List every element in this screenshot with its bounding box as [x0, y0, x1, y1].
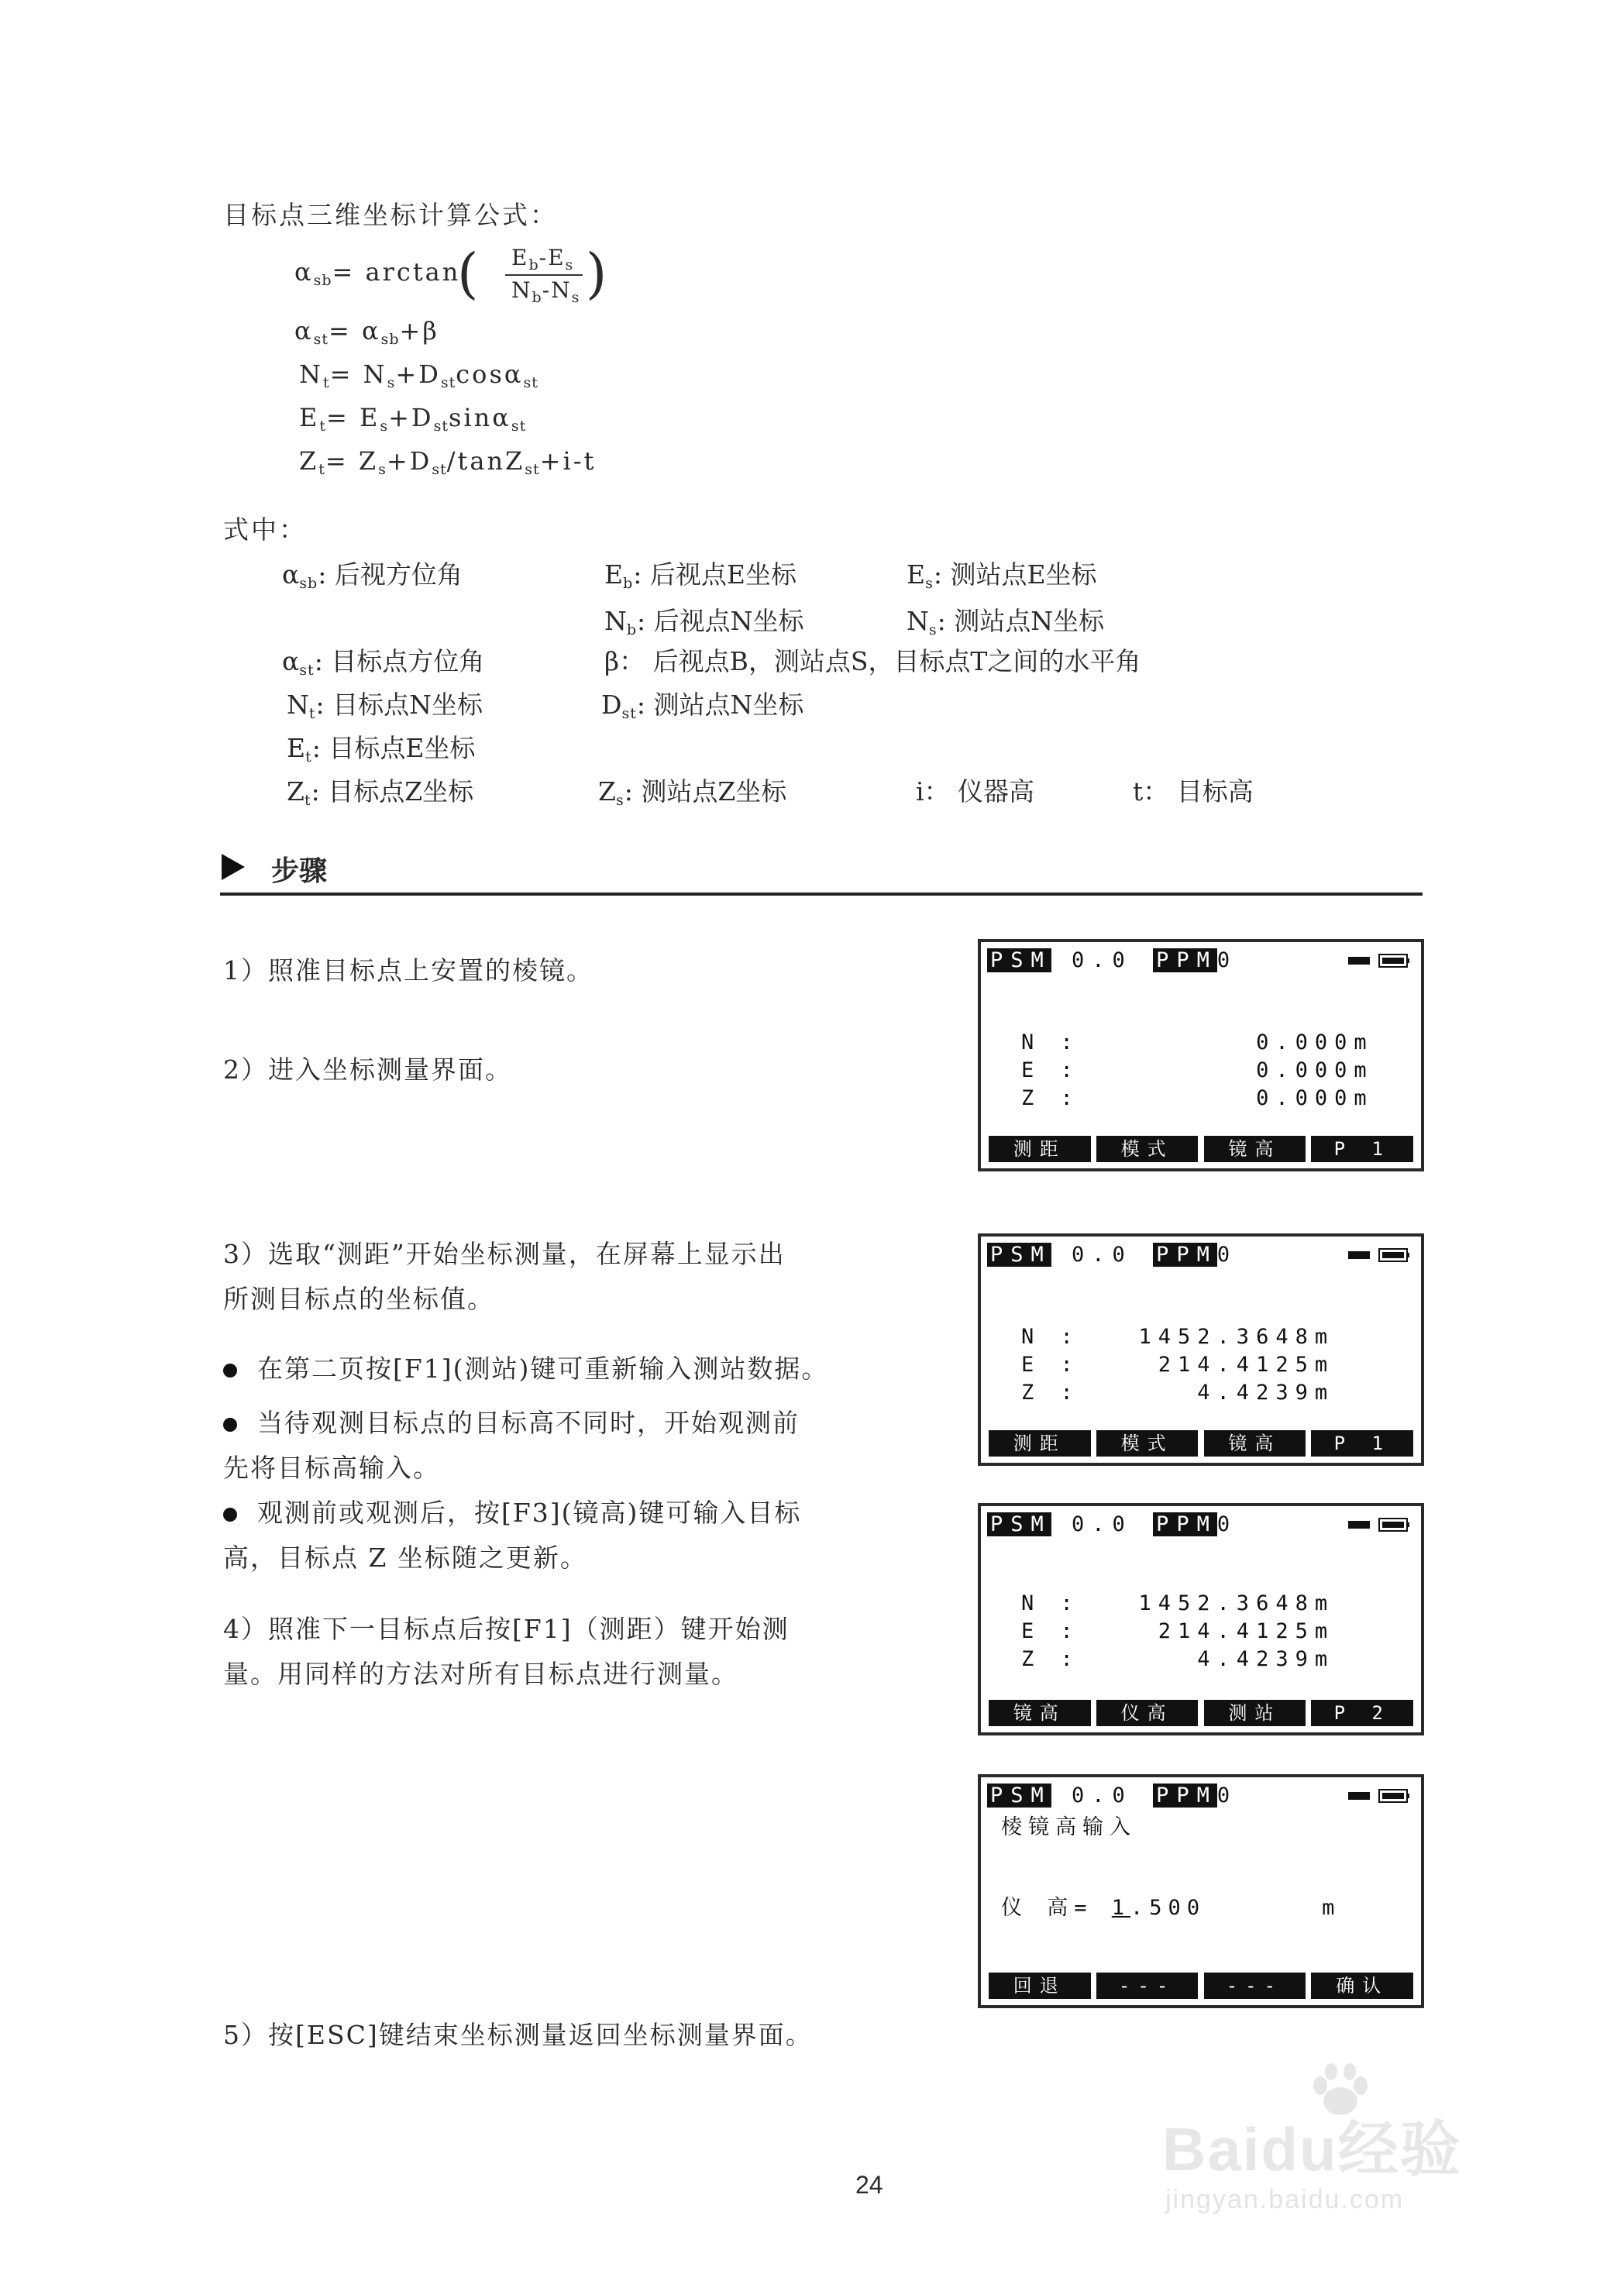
bullet-icon	[223, 1508, 237, 1522]
left-paren: (	[457, 242, 479, 305]
section-arrow-icon	[222, 854, 245, 880]
device-screen-coordinate-initial	[978, 939, 1424, 1171]
height-input-row: 仪 高= 1.500 m	[1001, 1896, 1341, 1920]
coordinate-rows: N : 1452.3648m E : 214.4125m Z : 4.4239m	[1021, 1591, 1335, 1671]
softkey-f3-empty[interactable]: ---	[1204, 1973, 1306, 1999]
legend-zs: $Z_s$: 测站点Z坐标	[598, 776, 787, 809]
step-4-line-1: 4）照准下一目标点后按[F1]（测距）键开始测	[223, 1614, 790, 1644]
status-line: PSM 0.0 PPM0	[987, 1243, 1237, 1267]
softkey-bar	[989, 1973, 1413, 1999]
softkey-f4-confirm[interactable]: 确认	[1311, 1973, 1413, 1999]
device-screen-prism-height-input	[978, 1774, 1424, 2008]
legend-eb: $E_b$: 后视点E坐标	[604, 559, 797, 592]
section-divider	[220, 893, 1423, 896]
softkey-f1-backspace[interactable]: 回退	[989, 1973, 1091, 1999]
battery-icon	[1348, 1517, 1410, 1532]
input-cursor[interactable]: 1	[1111, 1896, 1131, 1920]
battery-icon	[1348, 1247, 1410, 1263]
step-3-line-2: 所测目标点的坐标值。	[223, 1284, 494, 1314]
bullet-3-line-1: 观测前或观测后，按[F3](镜高)键可输入目标	[223, 1491, 801, 1536]
softkey-f2-empty[interactable]: ---	[1096, 1973, 1199, 1999]
bullet-2-line-1: 当待观测目标点的目标高不同时，开始观测前	[223, 1401, 800, 1446]
softkey-f2-mode[interactable]: 模式	[1096, 1430, 1199, 1457]
status-line: PSM 0.0 PPM0	[987, 1512, 1237, 1536]
formula-3: $N_t= N_s+D_{st}\cos\alpha_{st}$	[299, 359, 538, 391]
step-3-line-1: 3）选取“测距”开始坐标测量，在屏幕上显示出	[223, 1239, 786, 1269]
fraction-numerator: $E_b-E_s$	[511, 245, 574, 273]
step-2: 2）进入坐标测量界面。	[223, 1054, 512, 1085]
legend-zt: $Z_t$: 目标点Z坐标	[287, 776, 474, 809]
status-line: PSM 0.0 PPM0	[987, 948, 1237, 972]
bullet-2-line-2: 先将目标高输入。	[223, 1453, 440, 1483]
fraction-line	[505, 274, 583, 276]
softkey-f4-page[interactable]: P 1	[1311, 1136, 1413, 1162]
legend-t: t： 目标高	[1133, 776, 1254, 807]
legend-i: i： 仪器高	[916, 776, 1035, 807]
legend-heading: 式中：	[223, 514, 307, 545]
screen-title: 棱镜高输入	[1001, 1815, 1137, 1839]
step-1: 1）照准目标点上安置的棱镜。	[223, 955, 594, 985]
status-line: PSM 0.0 PPM0	[987, 1784, 1237, 1808]
page-number: 24	[855, 2171, 883, 2199]
watermark-brand: Baidu经验	[1162, 2115, 1462, 2183]
softkey-f2-mode[interactable]: 模式	[1096, 1136, 1199, 1162]
section-title: 步骤	[271, 855, 328, 887]
legend-ns: $N_s$: 测站点N坐标	[907, 606, 1105, 638]
softkey-f1-measure[interactable]: 测距	[989, 1430, 1091, 1457]
legend-dst: $D_{st}$: 测站点N坐标	[601, 690, 804, 722]
softkey-bar	[989, 1136, 1413, 1162]
softkey-f3-station[interactable]: 测站	[1204, 1700, 1306, 1726]
fraction-denominator: $N_b-N_s$	[511, 277, 580, 306]
device-screen-coordinate-measured	[978, 1233, 1424, 1466]
formula-5: $Z_t= Z_s+D_{st}/\tan Z_{st}+i-t$	[299, 446, 597, 478]
watermark-url: jingyan.baidu.com	[1165, 2185, 1405, 2214]
bullet-icon	[223, 1418, 237, 1432]
coordinate-rows: N : 0.000m E : 0.000m Z : 0.000m	[1021, 1030, 1374, 1110]
legend-es: $E_s$: 测站点E坐标	[907, 559, 1097, 592]
step-4-line-2: 量。用同样的方法对所有目标点进行测量。	[223, 1659, 738, 1689]
legend-nb: $N_b$: 后视点N坐标	[604, 606, 804, 638]
height-input-value[interactable]: .500	[1130, 1896, 1206, 1920]
softkey-f4-page[interactable]: P 2	[1311, 1700, 1413, 1726]
legend-beta: β： 后视点B，测站点S，目标点T之间的水平角	[604, 646, 1141, 676]
legend-nt: $N_t$: 目标点N坐标	[287, 690, 483, 722]
battery-icon	[1348, 1788, 1410, 1804]
legend-asb: $\alpha_{sb}$: 后视方位角	[282, 559, 463, 592]
bullet-icon	[223, 1364, 237, 1378]
softkey-f3-prism-height[interactable]: 镜高	[1204, 1136, 1306, 1162]
bullet-1: 在第二页按[F1](测站)键可重新输入测站数据。	[223, 1347, 828, 1391]
legend-et: $E_t$: 目标点E坐标	[287, 733, 476, 765]
softkey-f4-page[interactable]: P 1	[1311, 1430, 1413, 1457]
coordinate-rows: N : 1452.3648m E : 214.4125m Z : 4.4239m	[1021, 1325, 1335, 1405]
formula-2: $\alpha_{st}= \alpha_{sb}+\beta$	[294, 316, 439, 348]
softkey-f2-instrument-height[interactable]: 仪高	[1096, 1700, 1199, 1726]
softkey-bar	[989, 1700, 1413, 1726]
bullet-3-line-2: 高，目标点 Z 坐标随之更新。	[223, 1543, 587, 1573]
legend-ast: $\alpha_{st}$: 目标点方位角	[282, 646, 485, 679]
formula-1-lhs: $\alpha_{sb}= \arctan$	[294, 257, 461, 289]
step-5: 5）按[ESC]键结束坐标测量返回坐标测量界面。	[223, 2020, 813, 2050]
softkey-f1-measure[interactable]: 测距	[989, 1136, 1091, 1162]
formula-heading: 目标点三维坐标计算公式：	[223, 200, 558, 230]
device-screen-coordinate-page-2	[978, 1503, 1424, 1735]
softkey-bar	[989, 1430, 1413, 1457]
softkey-f1-prism-height[interactable]: 镜高	[989, 1700, 1091, 1726]
formula-4: $E_t= E_s+D_{st}\sin\alpha_{st}$	[299, 403, 527, 435]
battery-icon	[1348, 953, 1410, 968]
formula-azimuth-backsight	[294, 242, 620, 313]
softkey-f3-prism-height[interactable]: 镜高	[1204, 1430, 1306, 1457]
right-paren: )	[586, 242, 607, 305]
